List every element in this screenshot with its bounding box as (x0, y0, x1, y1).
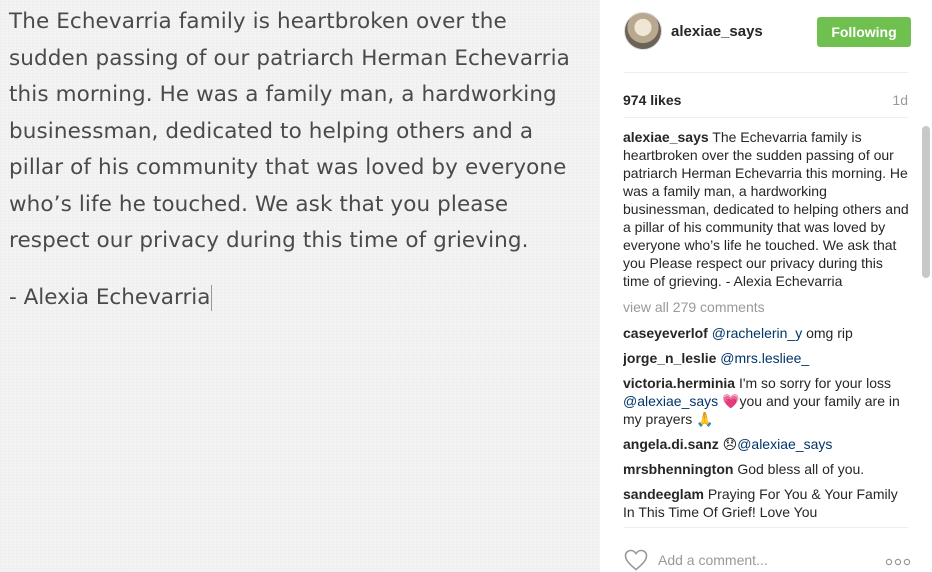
post-author-username[interactable]: alexiae_says (671, 23, 763, 40)
pink-heart-emoji-icon: 💗 (722, 393, 740, 409)
comment-mention[interactable]: @alexiae_says (623, 393, 719, 409)
list-item (623, 324, 913, 342)
comment-username[interactable]: caseyeverlof (623, 325, 708, 341)
comment-username[interactable]: jorge_n_leslie (623, 350, 717, 366)
comment-mention[interactable]: @rachelerin_y (711, 325, 803, 341)
comment-text: God bless all of you. (737, 461, 865, 477)
caption (623, 128, 913, 290)
list-item (623, 374, 913, 428)
comment-text-continued: you and your family are in my prayers (623, 393, 900, 427)
photo-note-text: The Echevarria family is heartbroken over the sudden passing of our patriarch Herman Echevarria this morning. He was a family man, a hardworking businessman, dedicated to helping others and a pillar of his community that was loved by everyone who’s life he touched. We ask that you please respect our privacy during this time of grieving. (9, 9, 570, 253)
add-comment-input[interactable]: Add a comment... (658, 552, 768, 568)
signature-text: - Alexia Echevarria (9, 285, 211, 310)
like-heart-icon[interactable] (624, 549, 648, 571)
text-cursor (211, 285, 212, 311)
view-all-comments-link[interactable]: view all 279 comments (623, 299, 765, 315)
avatar[interactable] (624, 12, 662, 50)
comment-username[interactable]: victoria.herminia (623, 375, 736, 391)
comment-username[interactable]: sandeeglam (623, 486, 704, 502)
list-item (623, 460, 913, 478)
comment-text: I'm so sorry for your loss (738, 375, 891, 391)
comment-text: omg rip (802, 325, 853, 341)
comments-scrollbar[interactable] (922, 126, 930, 278)
praying-hands-emoji-icon: 🙏 (696, 411, 714, 427)
likes-count[interactable]: 974 likes (623, 92, 682, 108)
post-side-panel (600, 0, 932, 572)
header-divider (624, 72, 908, 73)
likes-divider (624, 117, 908, 118)
list-item (623, 349, 913, 367)
comments-list[interactable] (623, 128, 913, 526)
footer-divider (624, 527, 908, 528)
comment-text: Praying For You & Your Family In This Time Of Grief! Love You (623, 486, 898, 520)
list-item (623, 435, 913, 453)
comment-mention[interactable]: @mrs.lesliee_ (720, 350, 810, 366)
photo-note-signature (9, 282, 212, 314)
more-options-icon[interactable] (885, 558, 911, 566)
comment-mention[interactable]: @alexiae_says (737, 436, 833, 452)
post-age[interactable]: 1d (892, 92, 908, 108)
comment-username[interactable]: mrsbhennington (623, 461, 734, 477)
comment-username[interactable]: angela.di.sanz (623, 436, 719, 452)
list-item (623, 485, 913, 521)
caption-text: The Echevarria family is heartbroken over the sudden passing of our patriarch Herman Echevarria this morning. He was a family man, a hardworking businessman, dedicated to helping others and a pillar of his community that was loved by everyone who’s life he touched. We ask that you Please respect our privacy during this time of grieving. - Alexia Echevarria (623, 129, 909, 289)
post-header (600, 0, 932, 72)
sad-face-emoji-icon: 😞 (722, 436, 738, 452)
following-button[interactable]: Following (817, 17, 911, 47)
caption-username[interactable]: alexiae_says (623, 129, 709, 145)
